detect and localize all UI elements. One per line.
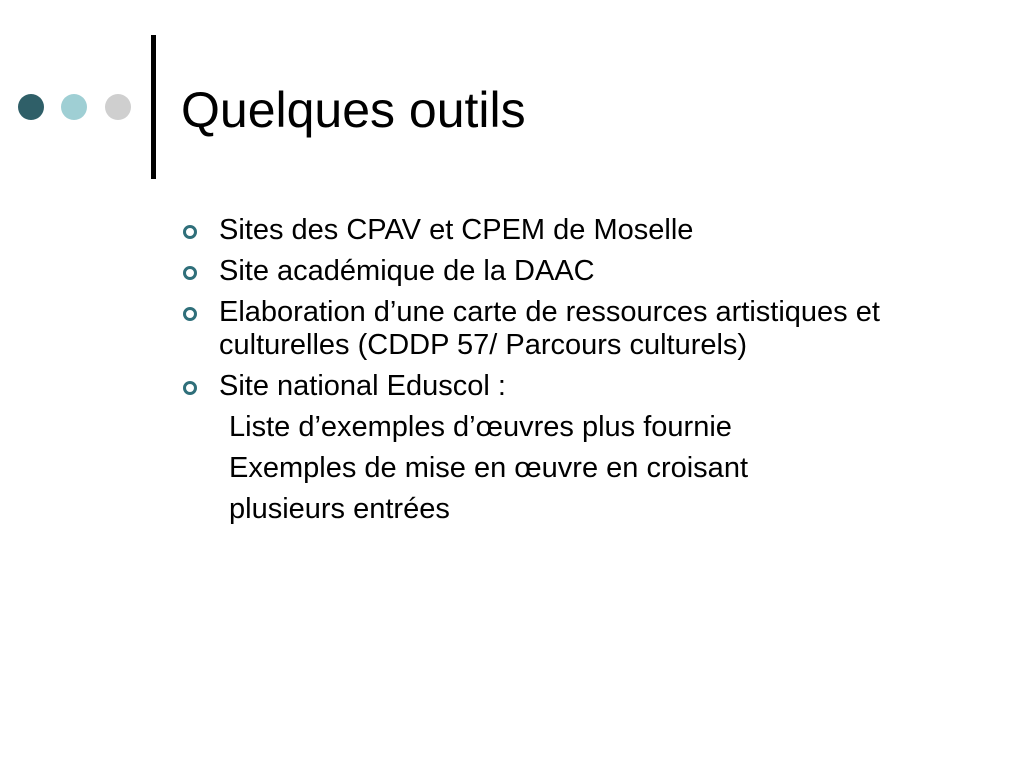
light-teal-dot bbox=[61, 94, 87, 120]
grey-dot bbox=[105, 94, 131, 120]
bullet-text: Site national Eduscol : bbox=[219, 370, 506, 402]
dark-teal-dot bbox=[18, 94, 44, 120]
bullet-item-carte-ressources bbox=[181, 296, 921, 362]
bullet-item-cpav-cpem bbox=[181, 214, 921, 247]
title-vertical-rule bbox=[151, 35, 156, 179]
ring-bullet-icon bbox=[183, 225, 197, 239]
ring-bullet-icon bbox=[183, 266, 197, 280]
eduscol-detail-line: plusieurs entrées bbox=[229, 493, 450, 525]
eduscol-detail-line: Liste d’exemples d’œuvres plus fournie bbox=[229, 411, 732, 443]
bullet-text: Site académique de la DAAC bbox=[219, 255, 595, 287]
bullet-text: Elaboration d’une carte de ressources artistiques et culturelles (CDDP 57/ Parcours culturels) bbox=[219, 296, 880, 361]
bullet-item-daac bbox=[181, 255, 921, 288]
bullet-list bbox=[181, 214, 921, 403]
eduscol-detail-line: Exemples de mise en œuvre en croisant bbox=[229, 452, 748, 484]
ring-bullet-icon bbox=[183, 307, 197, 321]
ring-bullet-icon bbox=[183, 381, 197, 395]
eduscol-details bbox=[181, 411, 921, 526]
slide-title: Quelques outils bbox=[181, 82, 526, 138]
bullet-item-eduscol bbox=[181, 370, 921, 403]
bullet-text: Sites des CPAV et CPEM de Moselle bbox=[219, 214, 694, 246]
slide-body bbox=[181, 214, 921, 534]
